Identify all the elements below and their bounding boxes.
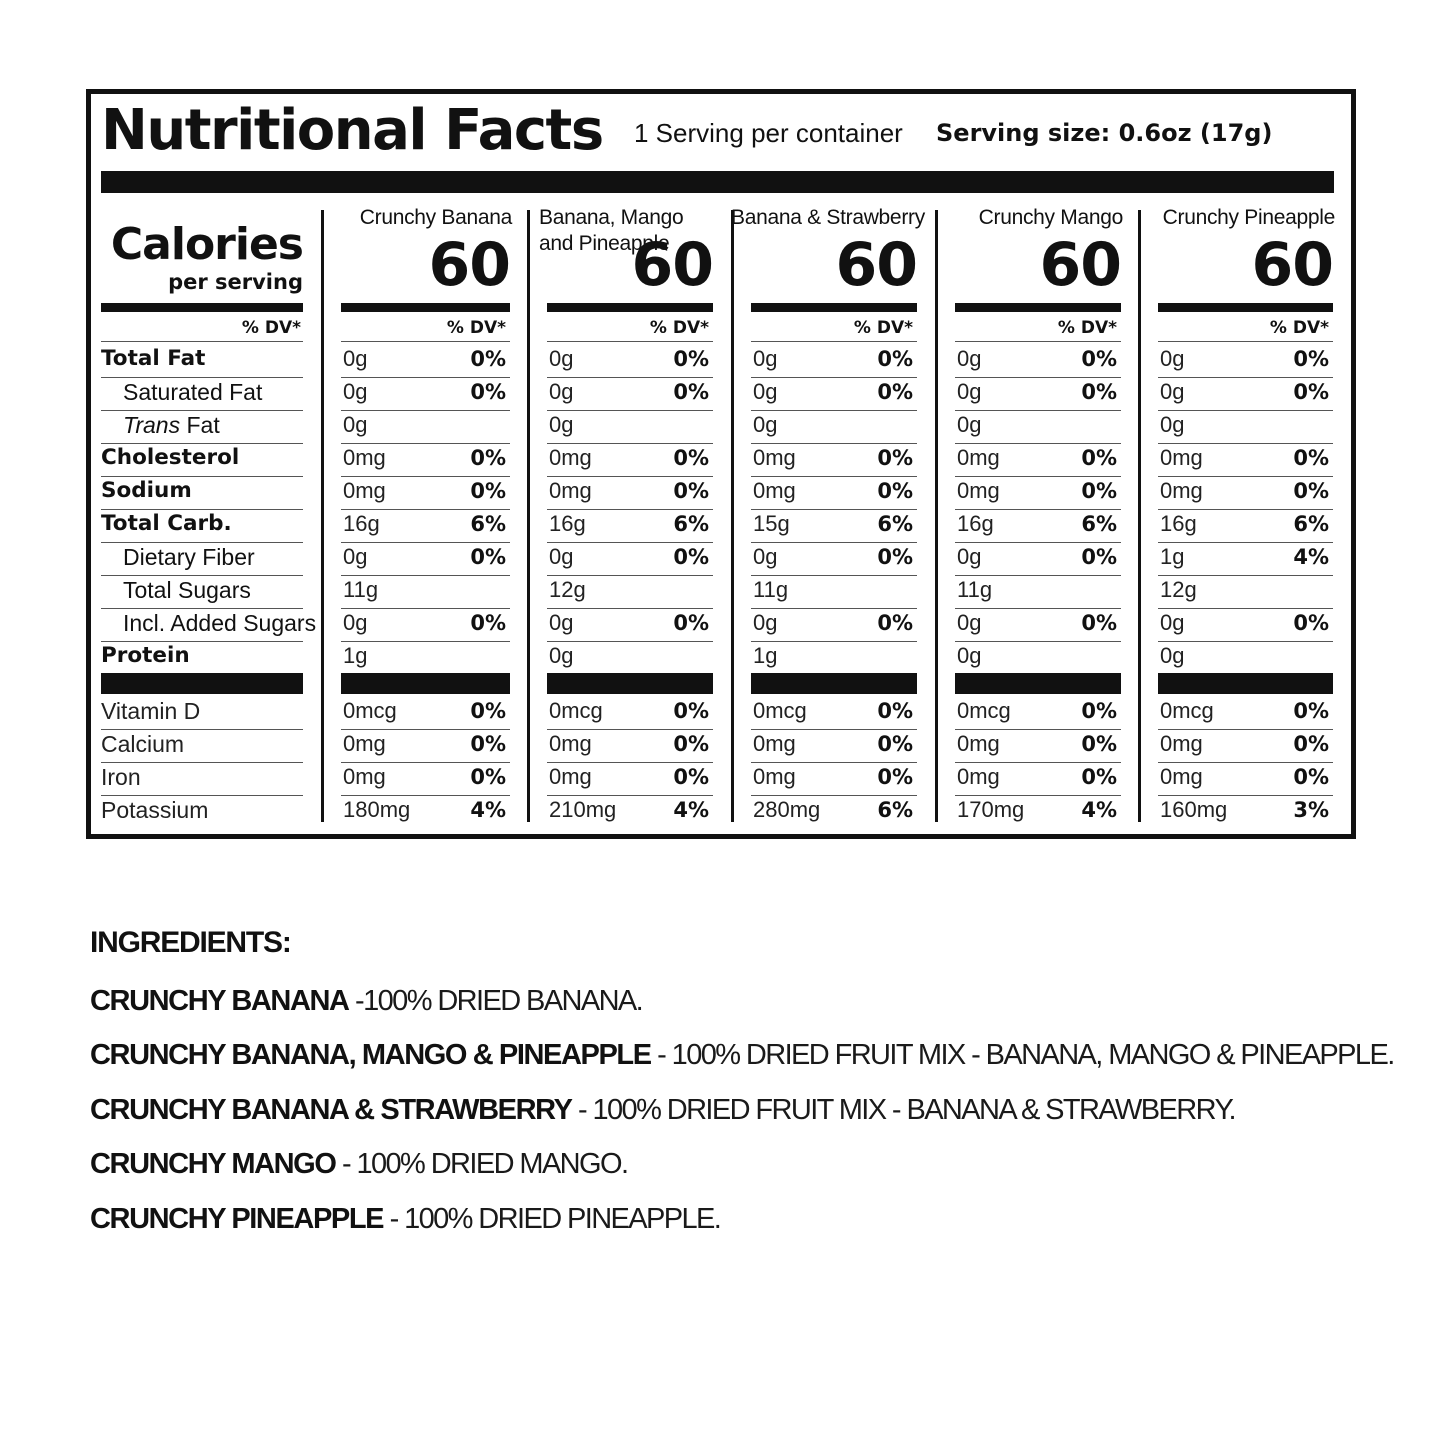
ingredient-description: - 100% DRIED FRUIT MIX - BANANA, MANGO & PINEAPPLE. (650, 1039, 1394, 1071)
amount-saturated-fat: 0g (1160, 379, 1185, 404)
amount-total-fat: 0g (343, 346, 368, 371)
ingredient-product-name: CRUNCHY PINEAPPLE (90, 1203, 384, 1235)
percent-dv-added-sugars: 0% (877, 611, 913, 635)
amount-protein: 0g (957, 643, 982, 668)
percent-dv-total-fat: 0% (673, 347, 709, 371)
amount-protein: 1g (753, 643, 778, 668)
panel-title: Nutritional Facts (101, 98, 603, 163)
product-calories: 60 (1039, 230, 1121, 300)
dv-header: % DV* (241, 318, 301, 338)
column-rule (955, 341, 1121, 342)
column-thick-rule (547, 303, 713, 312)
amount-vitamin-d: 0mcg (957, 698, 1011, 723)
amount-vitamin-d: 0mcg (1160, 698, 1214, 723)
percent-dv-saturated-fat: 0% (470, 380, 506, 404)
percent-dv-calcium: 0% (470, 732, 506, 756)
percent-dv-sodium: 0% (1081, 479, 1117, 503)
amount-potassium: 160mg (1160, 797, 1228, 822)
amount-saturated-fat: 0g (957, 379, 982, 404)
amount-calcium: 0mg (753, 731, 796, 756)
percent-dv-potassium: 4% (1081, 798, 1117, 822)
amount-added-sugars: 0g (343, 610, 368, 635)
ingredient-description: - 100% DRIED FRUIT MIX - BANANA & STRAWBERRY. (571, 1094, 1235, 1126)
percent-dv-iron: 0% (877, 765, 913, 789)
percent-dv-total-fat: 0% (470, 347, 506, 371)
percent-dv-vitamin-d: 0% (1081, 699, 1117, 723)
amount-cholesterol: 0mg (549, 445, 592, 470)
percent-dv-sodium: 0% (1293, 479, 1329, 503)
amount-total-fat: 0g (1160, 346, 1185, 371)
column-rule (751, 341, 917, 342)
ingredient-line (90, 1200, 720, 1238)
label-column-thick-rule (101, 303, 303, 312)
amount-added-sugars: 0g (957, 610, 982, 635)
column-thick-rule (1158, 303, 1333, 312)
product-name: Banana & Strawberry (731, 206, 925, 229)
amount-potassium: 280mg (753, 797, 821, 822)
ingredient-product-name: CRUNCHY BANANA (90, 985, 349, 1017)
nutrient-label-trans-fat (101, 410, 220, 440)
amount-potassium: 180mg (343, 797, 411, 822)
dv-header: % DV* (853, 318, 913, 338)
column-rule (1158, 341, 1333, 342)
percent-dv-potassium: 4% (470, 798, 506, 822)
percent-dv-added-sugars: 0% (470, 611, 506, 635)
amount-added-sugars: 0g (1160, 610, 1185, 635)
dv-header: % DV* (1057, 318, 1117, 338)
vitamin-bar (341, 673, 510, 694)
amount-total-carb: 16g (549, 511, 586, 536)
column-rule (547, 341, 713, 342)
percent-dv-saturated-fat: 0% (673, 380, 709, 404)
amount-total-carb: 15g (753, 511, 790, 536)
percent-dv-dietary-fiber: 4% (1293, 545, 1329, 569)
vitamin-bar (1158, 673, 1333, 694)
amount-added-sugars: 0g (549, 610, 574, 635)
amount-total-sugars: 12g (1160, 577, 1197, 602)
nutrient-label-calcium: Calcium (101, 731, 185, 757)
amount-iron: 0mg (957, 764, 1000, 789)
ingredient-description: - 100% DRIED PINEAPPLE. (383, 1203, 721, 1235)
amount-calcium: 0mg (1160, 731, 1203, 756)
amount-trans-fat: 0g (1160, 412, 1185, 437)
percent-dv-dietary-fiber: 0% (1081, 545, 1117, 569)
percent-dv-iron: 0% (1293, 765, 1329, 789)
percent-dv-sodium: 0% (673, 479, 709, 503)
amount-dietary-fiber: 0g (753, 544, 778, 569)
percent-dv-dietary-fiber: 0% (877, 545, 913, 569)
percent-dv-potassium: 6% (877, 798, 913, 822)
percent-dv-added-sugars: 0% (1081, 611, 1117, 635)
ingredient-product-name: CRUNCHY MANGO (90, 1148, 336, 1180)
nutrient-label-dietary-fiber: Dietary Fiber (123, 544, 255, 570)
amount-iron: 0mg (343, 764, 386, 789)
amount-total-sugars: 11g (343, 577, 379, 602)
serving-size: Serving size: 0.6oz (17g) (936, 119, 1273, 147)
percent-dv-calcium: 0% (877, 732, 913, 756)
amount-cholesterol: 0mg (957, 445, 1000, 470)
nutrient-label-iron: Iron (101, 764, 141, 790)
percent-dv-total-carb: 6% (470, 512, 506, 536)
percent-dv-saturated-fat: 0% (1081, 380, 1117, 404)
column-rule (341, 341, 510, 342)
percent-dv-total-carb: 6% (1081, 512, 1117, 536)
amount-trans-fat: 0g (343, 412, 368, 437)
amount-sodium: 0mg (1160, 478, 1203, 503)
per-serving-label: per serving (168, 270, 303, 294)
percent-dv-saturated-fat: 0% (1293, 380, 1329, 404)
percent-dv-total-carb: 6% (673, 512, 709, 536)
amount-potassium: 210mg (549, 797, 617, 822)
amount-calcium: 0mg (343, 731, 386, 756)
ingredient-product-name: CRUNCHY BANANA, MANGO & PINEAPPLE (90, 1039, 651, 1071)
percent-dv-saturated-fat: 0% (877, 380, 913, 404)
amount-potassium: 170mg (957, 797, 1025, 822)
percent-dv-sodium: 0% (470, 479, 506, 503)
column-divider (731, 210, 734, 822)
percent-dv-cholesterol: 0% (470, 446, 506, 470)
amount-dietary-fiber: 0g (957, 544, 982, 569)
percent-dv-potassium: 4% (673, 798, 709, 822)
amount-dietary-fiber: 1g (1160, 544, 1185, 569)
percent-dv-total-fat: 0% (877, 347, 913, 371)
percent-dv-potassium: 3% (1293, 798, 1329, 822)
percent-dv-cholesterol: 0% (1081, 446, 1117, 470)
ingredient-line (90, 1091, 1235, 1129)
amount-trans-fat: 0g (753, 412, 778, 437)
percent-dv-total-carb: 6% (877, 512, 913, 536)
amount-saturated-fat: 0g (753, 379, 778, 404)
column-thick-rule (341, 303, 510, 312)
trans-fat-text: Fat (180, 412, 220, 438)
percent-dv-cholesterol: 0% (1293, 446, 1329, 470)
amount-total-sugars: 11g (957, 577, 993, 602)
amount-protein: 0g (1160, 643, 1185, 668)
trans-italic-text: Trans (123, 412, 181, 438)
ingredient-line (90, 1036, 1394, 1074)
product-calories: 60 (1251, 230, 1333, 300)
ingredient-line (90, 982, 642, 1020)
amount-calcium: 0mg (549, 731, 592, 756)
column-thick-rule (955, 303, 1121, 312)
percent-dv-calcium: 0% (673, 732, 709, 756)
amount-total-fat: 0g (753, 346, 778, 371)
percent-dv-iron: 0% (673, 765, 709, 789)
percent-dv-added-sugars: 0% (1293, 611, 1329, 635)
nutrient-label-total-sugars: Total Sugars (123, 577, 251, 603)
amount-added-sugars: 0g (753, 610, 778, 635)
amount-saturated-fat: 0g (343, 379, 368, 404)
header-divider-bar (101, 171, 1334, 193)
percent-dv-total-carb: 6% (1293, 512, 1329, 536)
product-name: Crunchy Mango (978, 206, 1123, 229)
vitamin-bar (547, 673, 713, 694)
ingredient-description: -100% DRIED BANANA. (348, 985, 643, 1017)
amount-trans-fat: 0g (957, 412, 982, 437)
nutrient-label-vitamin-d: Vitamin D (101, 698, 201, 724)
amount-vitamin-d: 0mcg (343, 698, 397, 723)
percent-dv-iron: 0% (1081, 765, 1117, 789)
percent-dv-vitamin-d: 0% (1293, 699, 1329, 723)
product-calories: 60 (631, 230, 713, 300)
percent-dv-iron: 0% (470, 765, 506, 789)
percent-dv-vitamin-d: 0% (877, 699, 913, 723)
ingredients-title: INGREDIENTS: (90, 926, 291, 959)
calories-label: Calories (110, 219, 303, 270)
column-divider (527, 210, 530, 822)
nutrient-label-total-fat: Total Fat (101, 346, 206, 371)
amount-vitamin-d: 0mcg (753, 698, 807, 723)
amount-sodium: 0mg (957, 478, 1000, 503)
column-divider (1138, 210, 1141, 822)
percent-dv-cholesterol: 0% (673, 446, 709, 470)
amount-iron: 0mg (753, 764, 796, 789)
amount-sodium: 0mg (753, 478, 796, 503)
amount-total-sugars: 11g (753, 577, 789, 602)
percent-dv-vitamin-d: 0% (673, 699, 709, 723)
dv-header: % DV* (1269, 318, 1329, 338)
nutrient-label-potassium: Potassium (101, 797, 209, 823)
amount-iron: 0mg (549, 764, 592, 789)
amount-trans-fat: 0g (549, 412, 574, 437)
amount-cholesterol: 0mg (343, 445, 386, 470)
percent-dv-vitamin-d: 0% (470, 699, 506, 723)
percent-dv-total-fat: 0% (1081, 347, 1117, 371)
product-calories: 60 (835, 230, 917, 300)
product-calories: 60 (428, 230, 510, 300)
nutrient-label-cholesterol: Cholesterol (101, 445, 240, 470)
amount-total-carb: 16g (343, 511, 380, 536)
nutrient-label-sodium: Sodium (101, 478, 192, 503)
dv-header: % DV* (649, 318, 709, 338)
percent-dv-sodium: 0% (877, 479, 913, 503)
amount-vitamin-d: 0mcg (549, 698, 603, 723)
amount-total-sugars: 12g (549, 577, 586, 602)
amount-dietary-fiber: 0g (343, 544, 368, 569)
percent-dv-dietary-fiber: 0% (673, 545, 709, 569)
column-thick-rule (751, 303, 917, 312)
amount-iron: 0mg (1160, 764, 1203, 789)
product-name: Crunchy Banana (359, 206, 512, 229)
label-rule (101, 341, 303, 342)
percent-dv-added-sugars: 0% (673, 611, 709, 635)
amount-total-carb: 16g (1160, 511, 1197, 536)
amount-total-fat: 0g (549, 346, 574, 371)
dv-header: % DV* (446, 318, 506, 338)
label-vitamin-bar (101, 673, 303, 694)
nutrient-label-saturated-fat: Saturated Fat (123, 379, 263, 405)
amount-cholesterol: 0mg (753, 445, 796, 470)
percent-dv-cholesterol: 0% (877, 446, 913, 470)
nutrient-label-added-sugars: Incl. Added Sugars (123, 610, 317, 636)
product-name: Banana, Mango and Pineapple (539, 206, 684, 255)
servings-per-container: 1 Serving per container (634, 118, 903, 148)
amount-protein: 1g (343, 643, 368, 668)
percent-dv-dietary-fiber: 0% (470, 545, 506, 569)
nutrient-label-protein: Protein (101, 643, 190, 668)
amount-saturated-fat: 0g (549, 379, 574, 404)
amount-cholesterol: 0mg (1160, 445, 1203, 470)
column-divider (935, 210, 938, 822)
nutrient-label-total-carb: Total Carb. (101, 511, 232, 536)
column-divider (321, 210, 324, 822)
vitamin-bar (751, 673, 917, 694)
product-name: Crunchy Pineapple (1162, 206, 1335, 229)
amount-sodium: 0mg (549, 478, 592, 503)
amount-protein: 0g (549, 643, 574, 668)
amount-total-fat: 0g (957, 346, 982, 371)
percent-dv-calcium: 0% (1293, 732, 1329, 756)
amount-calcium: 0mg (957, 731, 1000, 756)
ingredient-product-name: CRUNCHY BANANA & STRAWBERRY (90, 1094, 572, 1126)
amount-total-carb: 16g (957, 511, 994, 536)
amount-dietary-fiber: 0g (549, 544, 574, 569)
ingredient-description: - 100% DRIED MANGO. (335, 1148, 628, 1180)
percent-dv-total-fat: 0% (1293, 347, 1329, 371)
vitamin-bar (955, 673, 1121, 694)
ingredient-line (90, 1145, 627, 1183)
percent-dv-calcium: 0% (1081, 732, 1117, 756)
amount-sodium: 0mg (343, 478, 386, 503)
